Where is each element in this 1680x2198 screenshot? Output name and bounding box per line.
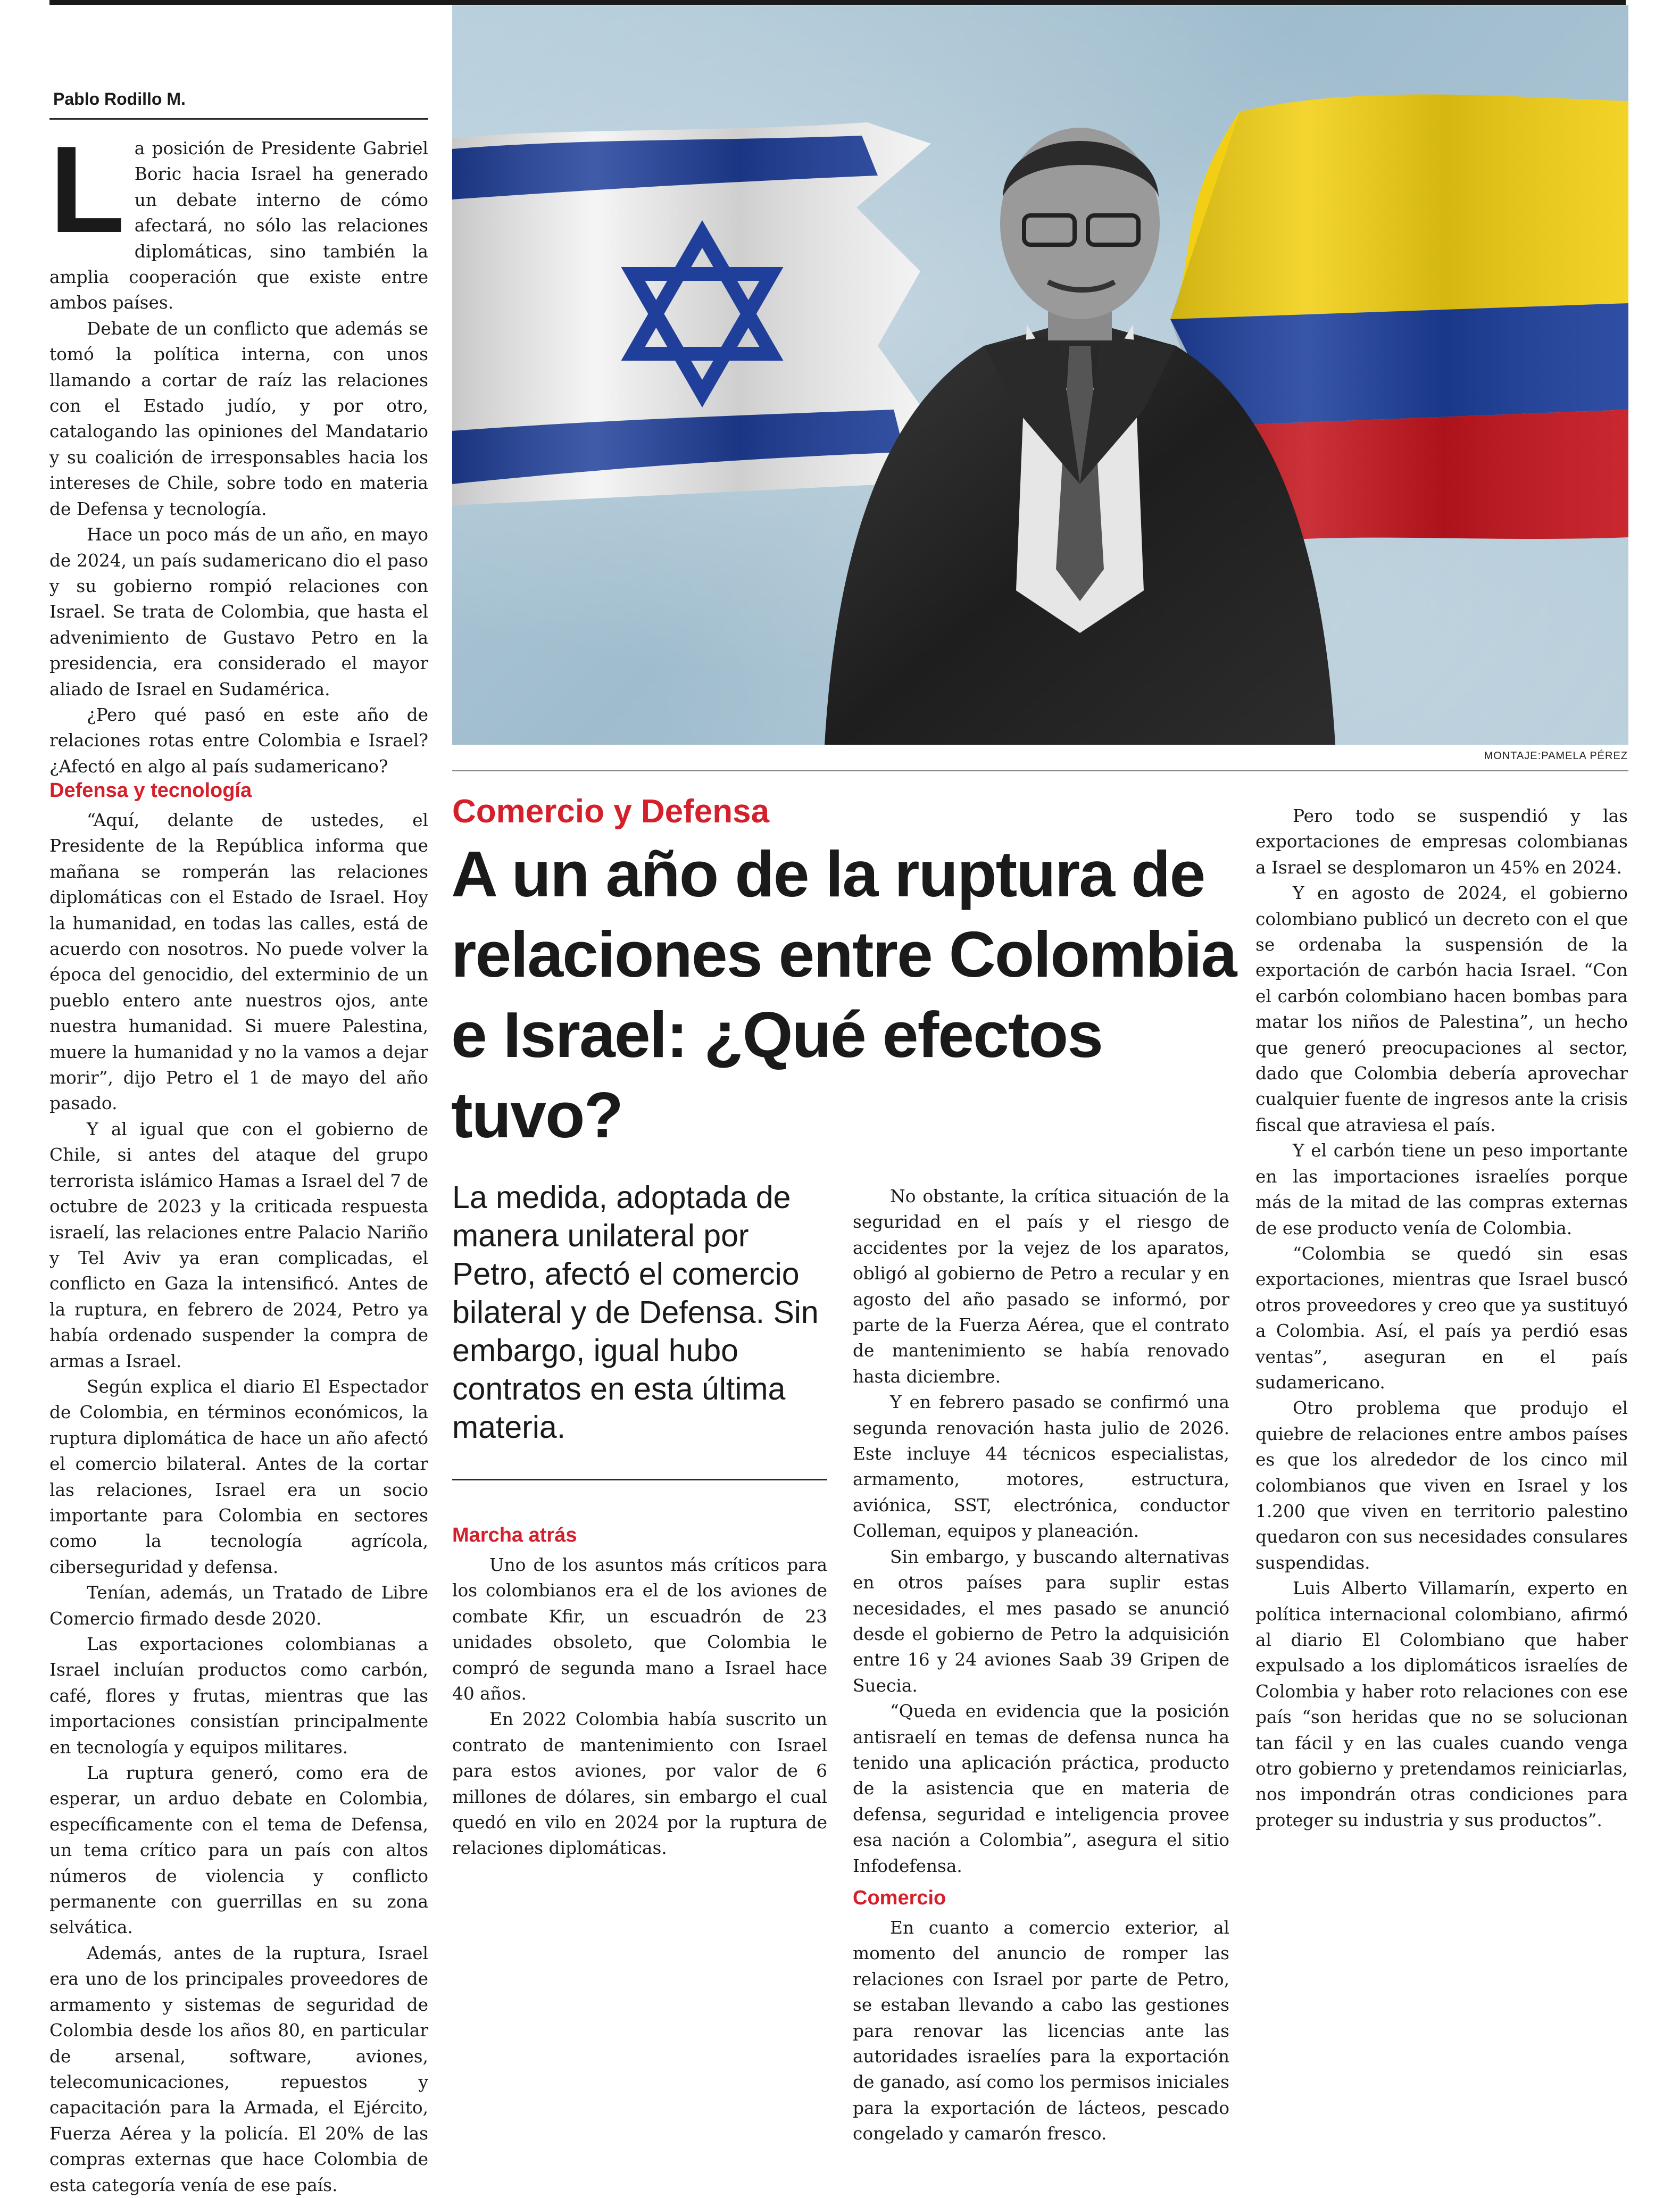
photo-montage [452,5,1628,745]
photo-illustration [452,5,1628,745]
body-paragraph: “Queda en evidencia que la posición antisraelí en temas de defensa nunca ha tenido una aplicación práctica, producto de la asistencia que en materia de defensa, seguridad e inteligencia provee esa nación a Colombia”, asegura el sitio Infodefensa. [853,1701,1229,1876]
body-paragraph: Luis Alberto Villamarín, experto en política internacional colombiano, afirmó al diario El Colombiano que haber expulsado a los diplomáticos israelíes de Colombia y haber roto relaciones con ese país “son heridas que no se solucionan tan fácil y en las cuales cuando venga otro gobierno y pretendamos reiniciarlas, nos impondrán otras condiciones para proteger su industria y sus productos”. [1255,1578,1628,1830]
section-heading-comercio: Comercio [853,1886,946,1909]
top-rule [49,0,1626,5]
dek-divider [452,1479,827,1480]
intro-paragraph: a posición de Presidente Gabriel Boric hacia Israel ha generado un debate interno de cómo afectará, no sólo las relaciones diplomáticas, sino también la amplia cooperación que existe entre ambos países. [49,138,428,313]
marcha-column [452,1516,827,1968]
body-paragraph: Pero todo se suspendió y las exportaciones de empresas colombianas a Israel se desplomaron un 45% en 2024. [1255,806,1628,878]
body-paragraph: No obstante, la crítica situación de la seguridad en el país y el riesgo de accidentes por la vejez de los aparatos, obligó al gobierno de Petro a recular y en agosto del año pasado se informó, por parte de la Fuerza Aérea, que el contrato de mantenimiento se había renovado hasta diciembre. [853,1186,1229,1387]
headline: A un año de la ruptura de relaciones entre Colombia e Israel: ¿Qué efectos tuvo? [451,838,1236,1151]
body-paragraph: Uno de los asuntos más críticos para los colombianos era el de los aviones de combate Kfir, un escuadrón de 23 unidades obsoleto, que Colombia le compró de segunda mano a Israel hace 40 años. [452,1555,827,1704]
kicker: Comercio y Defensa [452,793,770,830]
body-paragraph: “Aquí, delante de ustedes, el Presidente de la República informa que mañana se romperán las relaciones diplomáticas con el Estado de Israel. Hoy la humanidad, en todas las calles, está de acuerdo con nosotros. No puede volver la época del genocidio, del exterminio de un pueblo entero ante nuestros ojos, ante nuestra humanidad. Si muere Palestina, muere la humanidad y no la vamos a dejar morir”, dijo Petro el 1 de mayo del año pasado. [49,810,428,1114]
right-column [1255,803,1628,1968]
body-paragraph: En 2022 Colombia había suscrito un contrato de mantenimiento con Israel para estos aviones, por valor de 6 millones de dólares, sin embargo el cual quedó en vilo en 2024 por la ruptura de relaciones diplomáticas. [452,1709,827,1859]
body-paragraph: Y en febrero pasado se confirmó una segunda renovación hasta julio de 2026. Este incluye 44 técnicos especialistas, armamento, motores, estructura, aviónica, SST, electrónica, conductor Colleman, equipos y planeación. [853,1392,1229,1542]
israel-flag [452,122,931,505]
intro-column [49,121,428,777]
body-paragraph: Tenían, además, un Tratado de Libre Comercio firmado desde 2020. [49,1583,428,1629]
body-paragraph: La ruptura generó, como era de esperar, un arduo debate en Colombia, específicamente con el tema de Defensa, un tema crítico para un país con altos números de violencia y conflicto permanente con guerrillas en su zona selvática. [49,1763,428,1938]
intro-paragraph: Debate de un conflicto que además se tomó la política interna, con unos llamando a cortar de raíz las relaciones con el Estado judío, y por otro, catalogando las opiniones del Mandatario y su coalición de irresponsables hacia los intereses de Chile, sobre todo en materia de Defensa y tecnología. [49,318,428,519]
body-paragraph: Las exportaciones colombianas a Israel incluían productos como carbón, café, flores y frutas, mientras que las importaciones consistían principalmente en tecnología y equipos militares. [49,1634,428,1758]
body-paragraph: Y en agosto de 2024, el gobierno colombiano publicó un decreto con el que se ordenaba la suspensión de la exportación de carbón hacia Israel. “Con el carbón colombiano hacen bombas para matar los niños de Palestina”, un hecho que generó preocupaciones al sector, dado que Colombia debería aprovechar cualquier fuente de ingresos ante la crisis fiscal que atraviesa el país. [1255,883,1628,1135]
photo-divider [452,770,1628,771]
dek: La medida, adoptada de manera unilateral por Petro, afectó el comercio bilateral y de Defensa. Sin embargo, igual hubo contratos en esta última materia. [452,1180,819,1445]
body-paragraph: Según explica el diario El Espectador de Colombia, en términos económicos, la ruptura diplomática de hace un año afectó el comercio bilateral. Antes de la cortar las relaciones, Israel era un socio importante para Colombia en sectores como la tecnología agrícola, ciberseguridad y defensa. [49,1376,428,1577]
section-heading-defensa: Defensa y tecnología [49,779,252,802]
body-paragraph: Además, antes de la ruptura, Israel era uno de los principales proveedores de armamento y sistemas de seguridad de Colombia desde los años 80, en particular de arsenal, software, aviones, telecomunicaciones, repuestos y capacitación para la Armada, el Ejército, Fuerza Aérea y la policía. El 20% de las compras externas que hace Colombia de esta categoría venía de ese país. [49,1943,428,2195]
drop-cap: L [49,121,125,259]
body-paragraph: Sin embargo, y buscando alternativas en otros países para suplir estas necesidades, el mes pasado se anunció desde el gobierno de Petro la adquisición entre 16 y 24 aviones Saab 39 Gripen de Suecia. [853,1546,1229,1696]
body-paragraph: Y al igual que con el gobierno de Chile, si antes del ataque del grupo terrorista islámico Hamas a Israel del 7 de octubre de 2023 y la criticada respuesta israelí, las relaciones entre Palacio Nariño y Tel Aviv ya eran complicadas, el conflicto en Gaza la intensificó. Antes de la ruptura, en febrero de 2024, Petro ya había ordenado suspender la compra de armas a Israel. [49,1119,428,1371]
intro-paragraph: Hace un poco más de un año, en mayo de 2024, un país sudamericano dio el paso y su gobierno rompió relaciones con Israel. Se trata de Colombia, que hasta el advenimiento de Gustavo Petro en la presidencia, era considerado el mayor aliado de Israel en Sudamérica. [49,524,428,700]
byline-divider [49,118,428,120]
middle-column [853,1184,1229,2144]
body-paragraph: Y el carbón tiene un peso importante en las importaciones israelíes porque más de la mitad de las compras externas de ese producto venía de Colombia. [1255,1140,1628,1238]
body-paragraph: Otro problema que produjo el quiebre de relaciones entre ambos países es que los alrededor de los cinco mil colombianos que viven en Israel y los 1.200 que viven en territorio palestino quedaron con sus necesidades consulares suspendidas. [1255,1398,1628,1573]
byline: Pablo Rodillo M. [53,89,186,109]
intro-paragraph: ¿Pero qué pasó en este año de relaciones rotas entre Colombia e Israel? ¿Afectó en algo al país sudamericano? [49,704,428,777]
section-heading-marcha: Marcha atrás [452,1524,577,1546]
photo-credit: MONTAJE:PAMELA PÉREZ [1484,750,1628,762]
body-paragraph: En cuanto a comercio exterior, al momento del anuncio de romper las relaciones con Israel por parte de Petro, se estaban llevando a cabo las gestiones para renovar las licencias ante las autoridades israelíes para la exportación de ganado, así como los permisos iniciales para la exportación de lácteos, pescado congelado y camarón fresco. [853,1917,1229,2144]
defensa-column [49,771,428,2195]
body-paragraph: “Colombia se quedó sin esas exportaciones, mientras que Israel buscó otros proveedores y creo que ya sustituyó a Colombia. Así, el país ya perdió esas ventas”, aseguran en el país sudamericano. [1255,1243,1628,1393]
